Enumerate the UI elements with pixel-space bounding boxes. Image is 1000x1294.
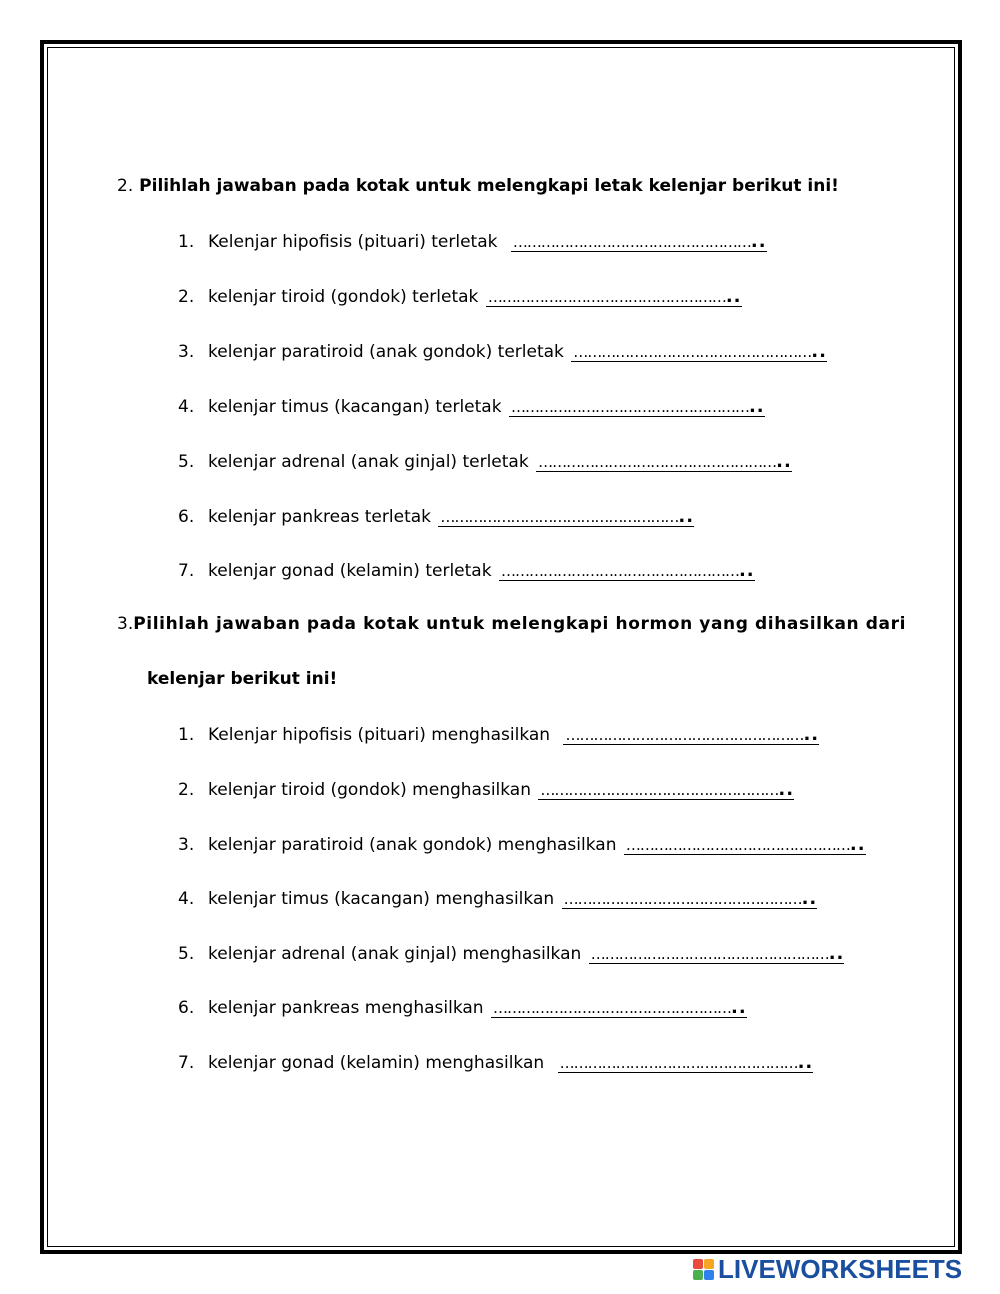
- answer-blank[interactable]: ……………………………………………..: [440, 506, 695, 527]
- q3-item-3: [178, 832, 866, 858]
- answer-blank[interactable]: ……………………………………………..: [573, 341, 827, 362]
- answer-blank[interactable]: ……………………………………………..: [538, 451, 792, 472]
- question-3-title-line1: Pilihlah jawaban pada kotak untuk melengkapi hormon yang dihasilkan dari: [133, 614, 907, 634]
- item-text: kelenjar timus (kacangan) menghasilkan: [208, 889, 555, 909]
- answer-blank[interactable]: ……………………………………………..: [510, 396, 765, 417]
- q3-item-1: [178, 722, 819, 748]
- q2-item-5: [178, 449, 792, 475]
- q2-item-2: [178, 284, 742, 310]
- answer-blank[interactable]: …………………………………………..: [625, 834, 866, 855]
- liveworksheets-logo: [693, 1256, 962, 1282]
- item-text: kelenjar pankreas terletak: [208, 507, 431, 527]
- q2-item-4: [178, 394, 765, 420]
- q2-item-7: [178, 558, 755, 584]
- q3-item-6: [178, 995, 747, 1021]
- q3-item-2: [178, 777, 794, 803]
- item-index: 7.: [178, 1053, 195, 1073]
- item-text: kelenjar gonad (kelamin) menghasilkan: [208, 1053, 545, 1073]
- item-index: 6.: [178, 507, 195, 527]
- answer-blank[interactable]: ……………………………………………..: [493, 997, 747, 1018]
- q3-item-4: [178, 886, 817, 912]
- item-index: 7.: [178, 561, 195, 581]
- liveworksheets-logo-text: LIVEWORKSHEETS: [718, 1254, 963, 1284]
- item-index: 2.: [178, 780, 195, 800]
- item-index: 6.: [178, 998, 195, 1018]
- answer-blank[interactable]: ……………………………………………..: [559, 1052, 814, 1073]
- liveworksheets-logo-icon: [693, 1259, 714, 1280]
- item-text: kelenjar paratiroid (anak gondok) terletak: [208, 342, 564, 362]
- item-text: kelenjar adrenal (anak ginjal) menghasilkan: [208, 944, 582, 964]
- question-3-heading: [117, 614, 907, 634]
- answer-blank[interactable]: ……………………………………………..: [500, 560, 755, 581]
- answer-blank[interactable]: ……………………………………………..: [512, 231, 767, 252]
- item-index: 4.: [178, 397, 195, 417]
- item-text: Kelenjar hipofisis (pituari) menghasilkan: [208, 725, 551, 745]
- item-text: kelenjar gonad (kelamin) terletak: [208, 561, 492, 581]
- item-index: 5.: [178, 452, 195, 472]
- q3-item-7: [178, 1050, 813, 1076]
- q2-item-3: [178, 339, 827, 365]
- item-index: 4.: [178, 889, 195, 909]
- question-2-heading: [117, 176, 839, 196]
- item-text: kelenjar tiroid (gondok) terletak: [208, 287, 479, 307]
- q3-item-5: [178, 941, 844, 967]
- answer-blank[interactable]: ……………………………………………..: [590, 943, 845, 964]
- item-index: 1.: [178, 232, 195, 252]
- answer-blank[interactable]: ……………………………………………..: [565, 724, 820, 745]
- answer-blank[interactable]: ……………………………………………..: [487, 286, 742, 307]
- question-3-number: 3.: [117, 614, 134, 634]
- item-index: 1.: [178, 725, 195, 745]
- item-index: 5.: [178, 944, 195, 964]
- item-index: 3.: [178, 835, 195, 855]
- item-text: kelenjar pankreas menghasilkan: [208, 998, 484, 1018]
- answer-blank[interactable]: ……………………………………………..: [540, 779, 795, 800]
- item-index: 3.: [178, 342, 195, 362]
- item-text: kelenjar tiroid (gondok) menghasilkan: [208, 780, 531, 800]
- answer-blank[interactable]: ……………………………………………..: [563, 888, 818, 909]
- q2-item-6: [178, 504, 694, 530]
- item-text: kelenjar adrenal (anak ginjal) terletak: [208, 452, 529, 472]
- question-2-title: Pilihlah jawaban pada kotak untuk melengkapi letak kelenjar berikut ini!: [139, 176, 839, 196]
- item-index: 2.: [178, 287, 195, 307]
- q2-item-1: [178, 229, 767, 255]
- question-3-title-line2: kelenjar berikut ini!: [147, 669, 338, 689]
- item-text: Kelenjar hipofisis (pituari) terletak: [208, 232, 498, 252]
- item-text: kelenjar paratiroid (anak gondok) menghasilkan: [208, 835, 617, 855]
- item-text: kelenjar timus (kacangan) terletak: [208, 397, 502, 417]
- question-2-number: 2.: [117, 176, 134, 196]
